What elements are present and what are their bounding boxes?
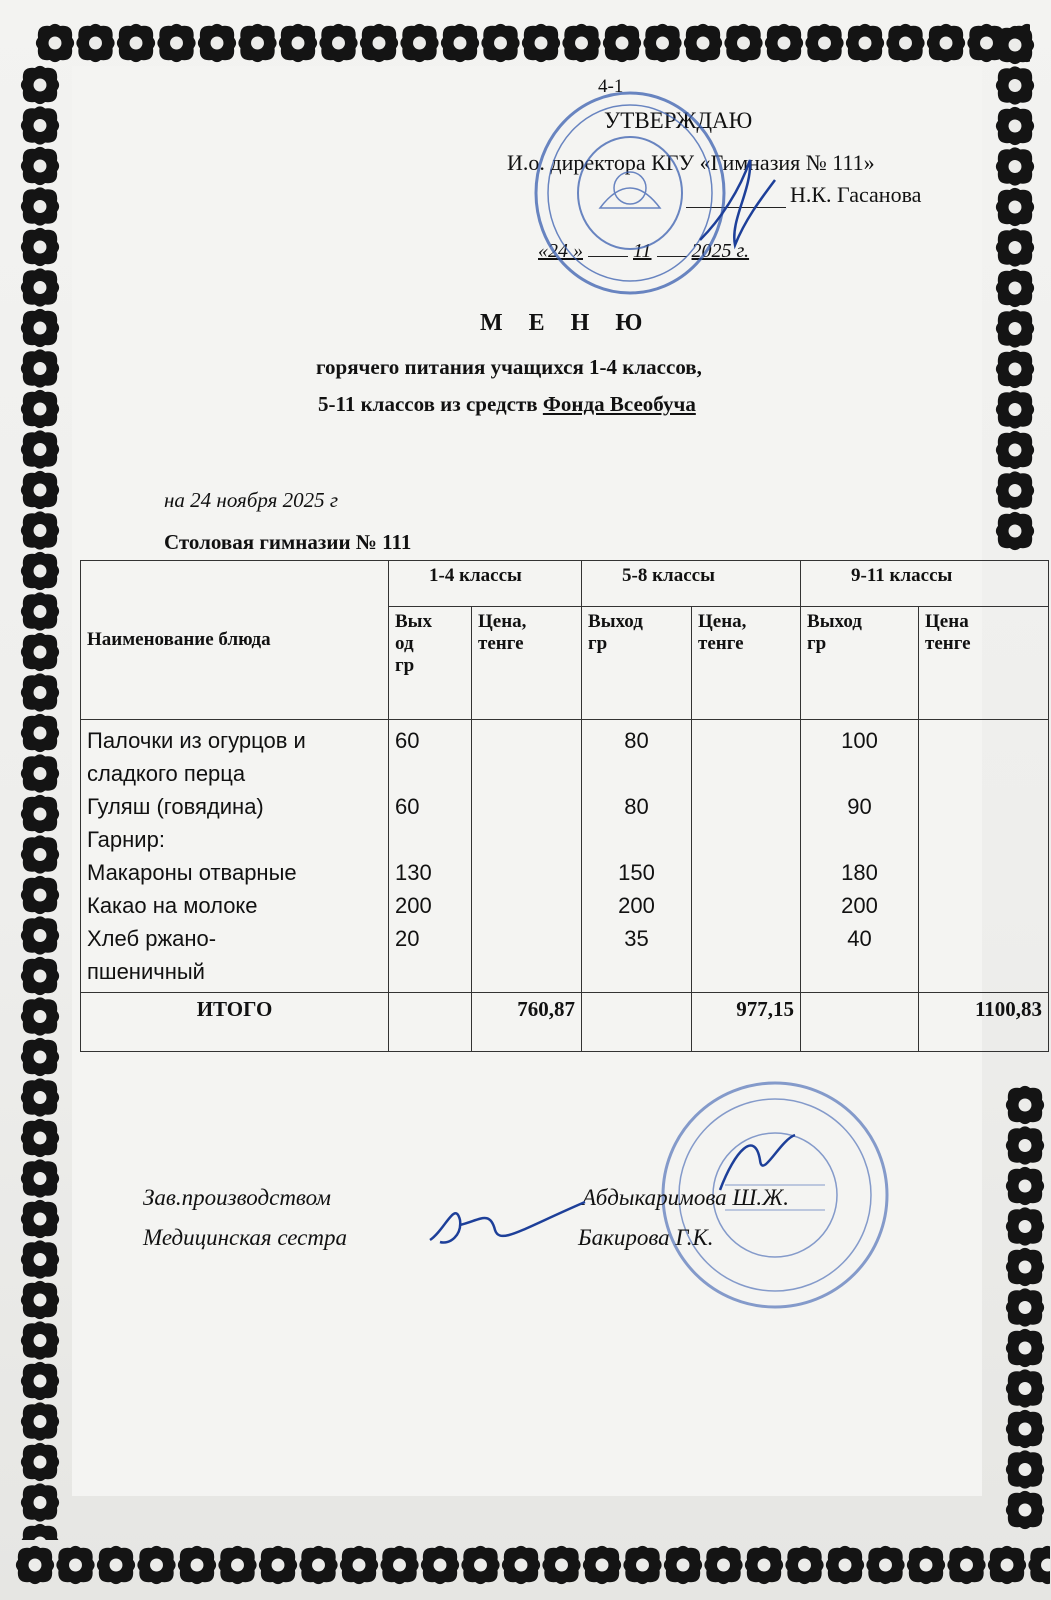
ornament-flower-icon <box>21 592 59 630</box>
menu-subtitle-line2 <box>318 392 696 417</box>
yield-header-9-11: Выход гр <box>801 607 919 720</box>
dish-column-header: Наименование блюда <box>81 561 389 720</box>
signature-role-production: Зав.производством <box>143 1185 331 1210</box>
ornament-flower-icon <box>866 1546 904 1584</box>
ornament-border-top <box>30 18 1030 68</box>
yield-values-9-11: 100 90 180 200 40 <box>801 720 919 993</box>
yield-values-5-8: 80 80 150 200 35 <box>582 720 692 993</box>
ornament-flower-icon <box>21 997 59 1035</box>
ornament-flower-icon <box>1006 1450 1044 1488</box>
ornament-flower-icon <box>522 24 560 62</box>
price-header-5-8: Цена, тенге <box>692 607 801 720</box>
ornament-flower-icon <box>603 24 641 62</box>
total-row <box>81 993 1049 1052</box>
menu-title: М Е Н Ю <box>480 310 653 336</box>
approve-date-month: 11 <box>633 240 652 262</box>
ornament-flower-icon <box>21 147 59 185</box>
approve-title: УТВЕРЖДАЮ <box>604 108 753 133</box>
ornament-flower-icon <box>21 1483 59 1521</box>
dish-line: пшеничный <box>87 959 205 984</box>
ornament-flower-icon <box>907 1546 945 1584</box>
ornament-flower-icon <box>502 1546 540 1584</box>
ornament-flower-icon <box>1006 1167 1044 1205</box>
ornament-flower-icon <box>886 24 924 62</box>
ornament-flower-icon <box>996 390 1034 428</box>
approve-date-day: «24 » <box>538 240 583 262</box>
ornament-flower-icon <box>927 24 965 62</box>
ornament-flower-icon <box>1006 1248 1044 1286</box>
group-header-5-8: 5-8 классы <box>582 561 801 607</box>
ornament-flower-icon <box>826 1546 864 1584</box>
ornament-flower-icon <box>360 24 398 62</box>
ornament-flower-icon <box>996 107 1034 145</box>
ornament-flower-icon <box>481 24 519 62</box>
ornament-flower-icon <box>21 552 59 590</box>
ornament-flower-icon <box>846 24 884 62</box>
ornament-flower-icon <box>1028 1546 1050 1584</box>
ornament-border-right-lower <box>1000 1080 1050 1540</box>
ornament-flower-icon <box>21 957 59 995</box>
group-header-1-4: 1-4 классы <box>389 561 582 607</box>
ornament-flower-icon <box>21 390 59 428</box>
dish-line: Гуляш (говядина) <box>87 794 264 819</box>
signature-name-nurse: Бакирова Г.К. <box>578 1225 714 1250</box>
ornament-flower-icon <box>117 24 155 62</box>
ornament-flower-icon <box>21 228 59 266</box>
ornament-flower-icon <box>996 188 1034 226</box>
ornament-flower-icon <box>178 1546 216 1584</box>
ornament-flower-icon <box>21 309 59 347</box>
ornament-flower-icon <box>765 24 803 62</box>
ornament-flower-icon <box>299 1546 337 1584</box>
ornament-flower-icon <box>380 1546 418 1584</box>
ornament-border-bottom <box>10 1540 1050 1590</box>
total-price-9-11: 1100,83 <box>919 993 1049 1052</box>
ornament-flower-icon <box>238 24 276 62</box>
ornament-flower-icon <box>1006 1086 1044 1124</box>
table-header-row-1 <box>81 561 1049 607</box>
ornament-flower-icon <box>21 1200 59 1238</box>
ornament-flower-icon <box>76 24 114 62</box>
ornament-flower-icon <box>21 795 59 833</box>
ornament-flower-icon <box>21 916 59 954</box>
ornament-flower-icon <box>21 1281 59 1319</box>
ornament-flower-icon <box>21 1078 59 1116</box>
ornament-flower-icon <box>421 1546 459 1584</box>
ornament-flower-icon <box>400 24 438 62</box>
ornament-flower-icon <box>21 1402 59 1440</box>
dish-line: сладкого перца <box>87 761 246 786</box>
ornament-flower-icon <box>1006 1410 1044 1448</box>
price-values-5-8 <box>692 720 801 993</box>
ornament-flower-icon <box>279 24 317 62</box>
ornament-flower-icon <box>724 24 762 62</box>
ornament-flower-icon <box>461 1546 499 1584</box>
dish-line: Хлеб ржано- <box>87 926 217 951</box>
ornament-flower-icon <box>1006 1369 1044 1407</box>
ornament-flower-icon <box>21 633 59 671</box>
ornament-flower-icon <box>97 1546 135 1584</box>
ornament-flower-icon <box>1006 1491 1044 1529</box>
ornament-flower-icon <box>785 1546 823 1584</box>
ornament-flower-icon <box>664 1546 702 1584</box>
ornament-flower-icon <box>21 673 59 711</box>
approve-date-year: 2025 г. <box>691 240 750 262</box>
ornament-flower-icon <box>623 1546 661 1584</box>
ornament-flower-icon <box>996 66 1034 104</box>
price-header-1-4: Цена, тенге <box>472 607 582 720</box>
ornament-flower-icon <box>259 1546 297 1584</box>
ornament-flower-icon <box>1006 1207 1044 1245</box>
ornament-flower-icon <box>21 714 59 752</box>
ornament-flower-icon <box>198 24 236 62</box>
ornament-flower-icon <box>996 269 1034 307</box>
ornament-flower-icon <box>340 1546 378 1584</box>
ornament-flower-icon <box>21 106 59 144</box>
ornament-flower-icon <box>56 1546 94 1584</box>
ornament-flower-icon <box>643 24 681 62</box>
ornament-flower-icon <box>21 1159 59 1197</box>
menu-subtitle-line1: горячего питания учащихся 1-4 классов, <box>316 355 702 379</box>
menu-table <box>80 560 1049 1052</box>
ornament-flower-icon <box>1006 1126 1044 1164</box>
total-label: ИТОГО <box>81 993 389 1052</box>
ornament-flower-icon <box>21 876 59 914</box>
ornament-flower-icon <box>319 24 357 62</box>
ornament-flower-icon <box>21 1119 59 1157</box>
director-signature <box>690 150 790 260</box>
ornament-flower-icon <box>947 1546 985 1584</box>
ornament-flower-icon <box>583 1546 621 1584</box>
approver-position: И.о. директора КГУ «Гимназия № 111» <box>507 150 875 175</box>
ornament-flower-icon <box>745 1546 783 1584</box>
dish-line: Какао на молоке <box>87 893 258 918</box>
ornament-flower-icon <box>996 26 1034 64</box>
ornament-flower-icon <box>21 430 59 468</box>
ornament-flower-icon <box>21 835 59 873</box>
ornament-flower-icon <box>988 1546 1026 1584</box>
price-values-1-4 <box>472 720 582 993</box>
ornament-flower-icon <box>218 1546 256 1584</box>
ornament-flower-icon <box>996 350 1034 388</box>
total-price-5-8: 977,15 <box>692 993 801 1052</box>
ornament-border-right <box>990 20 1040 560</box>
ornament-flower-icon <box>996 147 1034 185</box>
ornament-flower-icon <box>21 349 59 387</box>
fund-name: Фонда Всеобуча <box>542 392 696 416</box>
dish-list <box>81 720 389 993</box>
ornament-flower-icon <box>996 309 1034 347</box>
ornament-flower-icon <box>1006 1288 1044 1326</box>
ornament-flower-icon <box>21 511 59 549</box>
ornament-flower-icon <box>996 431 1034 469</box>
approver-name: Н.К. Гасанова <box>790 182 922 207</box>
ornament-flower-icon <box>542 1546 580 1584</box>
yield-header-1-4: Вых од гр <box>389 607 472 720</box>
ornament-flower-icon <box>996 228 1034 266</box>
ornament-flower-icon <box>805 24 843 62</box>
ornament-flower-icon <box>21 1240 59 1278</box>
dish-line: Гарнир: <box>87 827 165 852</box>
yield-header-5-8: Выход гр <box>582 607 692 720</box>
ornament-flower-icon <box>137 1546 175 1584</box>
ornament-flower-icon <box>562 24 600 62</box>
ornament-flower-icon <box>1006 1329 1044 1367</box>
ornament-flower-icon <box>36 24 74 62</box>
ornament-flower-icon <box>21 1524 59 1540</box>
signature-name-production: Абдыкаримова Ш.Ж. <box>582 1185 789 1210</box>
ornament-flower-icon <box>157 24 195 62</box>
signature-role-nurse: Медицинская сестра <box>143 1225 347 1250</box>
ornament-flower-icon <box>684 24 722 62</box>
total-yield-5-8 <box>582 993 692 1052</box>
ornament-flower-icon <box>996 471 1034 509</box>
ornament-flower-icon <box>21 187 59 225</box>
ornament-flower-icon <box>21 66 59 104</box>
reference-number: 4-1 <box>598 76 624 97</box>
menu-date: на 24 ноября 2025 г <box>164 488 339 512</box>
ornament-flower-icon <box>21 1443 59 1481</box>
dish-line: Палочки из огурцов и <box>87 728 306 753</box>
ornament-border-left <box>15 60 65 1540</box>
ornament-flower-icon <box>21 1038 59 1076</box>
ornament-flower-icon <box>21 471 59 509</box>
ornament-flower-icon <box>704 1546 742 1584</box>
total-price-1-4: 760,87 <box>472 993 582 1052</box>
menu-subtitle-prefix: 5-11 классов из средств <box>318 392 543 416</box>
ornament-flower-icon <box>21 754 59 792</box>
handwritten-signature <box>420 1190 590 1260</box>
ornament-flower-icon <box>21 1362 59 1400</box>
total-yield-9-11 <box>801 993 919 1052</box>
total-yield-1-4 <box>389 993 472 1052</box>
ornament-flower-icon <box>16 1546 54 1584</box>
price-values-9-11 <box>919 720 1049 993</box>
dish-line: Макароны отварные <box>87 860 297 885</box>
group-header-9-11: 9-11 классы <box>801 561 1049 607</box>
price-header-9-11: Цена тенге <box>919 607 1049 720</box>
ornament-flower-icon <box>441 24 479 62</box>
ornament-flower-icon <box>21 1321 59 1359</box>
canteen-name: Столовая гимназии № 111 <box>164 530 412 554</box>
ornament-flower-icon <box>21 268 59 306</box>
ornament-flower-icon <box>996 512 1034 550</box>
yield-values-1-4: 60 60 130 200 20 <box>389 720 472 993</box>
table-body-row <box>81 720 1049 993</box>
